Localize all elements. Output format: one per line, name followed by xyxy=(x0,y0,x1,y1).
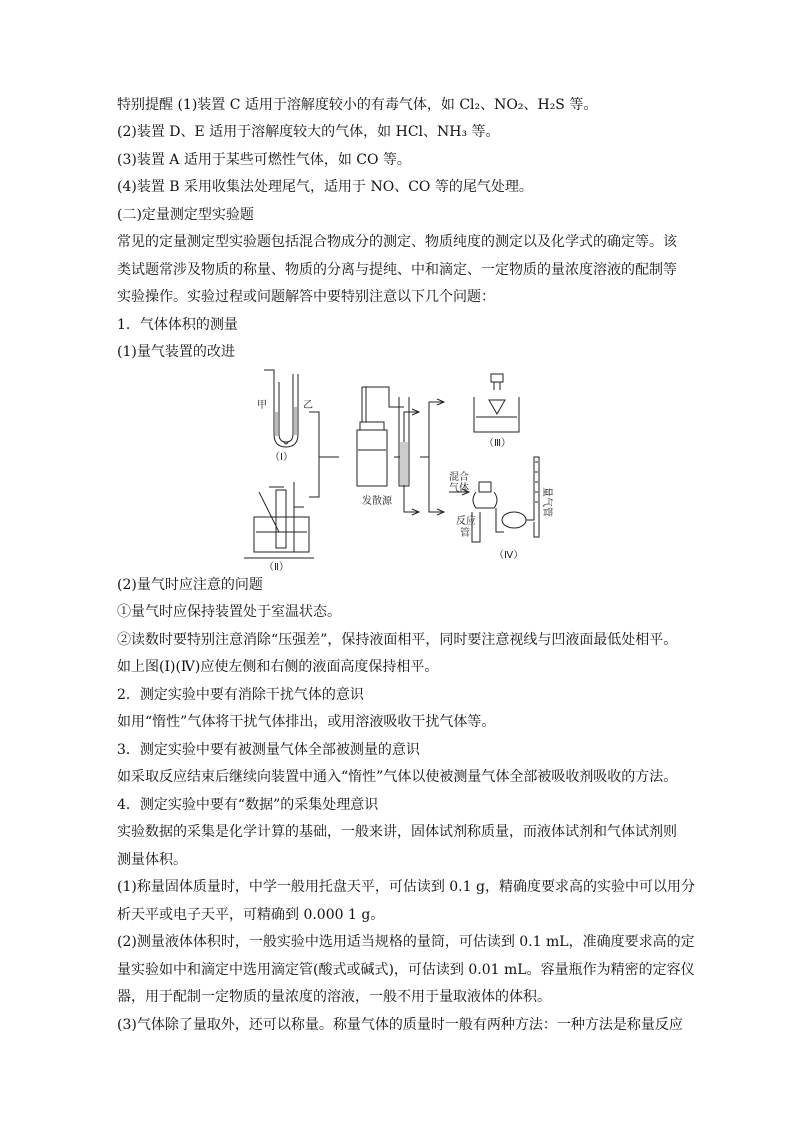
paragraph-line: 析天平或电子天平，可精确到 0.000 1 g。 xyxy=(117,907,385,923)
subsection-heading: (2)量气时应注意的问题 xyxy=(117,577,263,593)
paragraph-line: (3)气体除了量取外，还可以称量。称量气体的质量时一般有两种方法：一种方法是称量反应 xyxy=(117,1017,683,1033)
label-gas: 气体 xyxy=(449,483,469,494)
label-reaction: 反应 xyxy=(456,516,476,527)
apparatus-diagram xyxy=(244,362,684,572)
label-II: （Ⅱ） xyxy=(264,562,289,572)
label-gas-tube: 量气管 xyxy=(541,487,552,517)
paragraph-line: 测量体积。 xyxy=(117,852,187,868)
paragraph-line: 实验数据的采集是化学计算的基础，一般来讲，固体试剂称质量，而液体试剂和气体试剂则 xyxy=(117,824,677,840)
paragraph-line: (3)装置 A 适用于某些可燃性气体，如 CO 等。 xyxy=(117,152,411,168)
u-tube-apparatus-I xyxy=(264,370,298,447)
label-mixed: 混合 xyxy=(449,472,469,483)
burette-stand-apparatus-II xyxy=(244,482,314,558)
paragraph-line: (1)量气装置的改进 xyxy=(117,344,235,360)
gas-measurement-apparatus-figure xyxy=(244,362,684,572)
paragraph-line: 器，用于配制一定物质的量浓度的溶液，一般不用于量取液体的体积。 xyxy=(117,989,551,1005)
section-heading: 2．测定实验中要有消除干扰气体的意识 xyxy=(117,687,364,703)
label-yi: 乙 xyxy=(303,400,313,411)
paragraph-line: (1)称量固体质量时，中学一般用托盘天平，可估读到 0.1 g，精确度要求高的实验中可以用分 xyxy=(117,879,695,895)
label-jia: 甲 xyxy=(257,400,267,411)
label-source: 发散源 xyxy=(362,496,392,507)
paragraph-line: 如采取反应结束后继续向装置中通入“惰性”气体以使被测量气体全部被吸收剂吸收的方法。 xyxy=(117,769,678,785)
label-IV: （Ⅳ） xyxy=(494,550,524,561)
paragraph-line: 量实验如中和滴定中选用滴定管(酸式或碱式)，可估读到 0.01 mL。容量瓶作为精密的定容仪 xyxy=(117,962,695,978)
paragraph-line: 类试题常涉及物质的称量、物质的分离与提纯、中和滴定、一定物质的量浓度溶液的配制等 xyxy=(117,262,677,278)
beaker-apparatus-III xyxy=(474,374,519,432)
paragraph-line: ①量气时应保持装置处于室温状态。 xyxy=(117,604,341,620)
paragraph-line: ②读数时要特别注意消除“压强差”，保持液面相平，同时要注意视线与凹液面最低处相平。 xyxy=(117,632,678,648)
section-heading: (二)定量测定型实验题 xyxy=(117,207,254,223)
paragraph-line: 常见的定量测定型实验题包括混合物成分的测定、物质纯度的测定以及化学式的确定等。该 xyxy=(117,234,677,250)
paragraph-line: (4)装置 B 采用收集法处理尾气，适用于 NO、CO 等的尾气处理。 xyxy=(117,179,533,195)
label-III: （Ⅲ） xyxy=(484,438,511,449)
section-heading: 4．测定实验中要有“数据”的采集处理意识 xyxy=(117,797,379,813)
paragraph-line: 特别提醒 (1)装置 C 适用于溶解度较小的有毒气体，如 Cl₂、NO₂、H₂S 等。 xyxy=(117,97,598,113)
section-heading: 3．测定实验中要有被测量气体全部被测量的意识 xyxy=(117,742,420,758)
label-I: （Ⅰ） xyxy=(270,452,293,463)
paragraph-line: 实验操作。实验过程或问题解答中要特别注意以下几个问题： xyxy=(117,289,495,305)
paragraph-line: 如用“惰性”气体将干扰气体排出，或用溶液吸收干扰气体等。 xyxy=(117,714,496,730)
paragraph-line: (2)测量液体体积时，一般实验中选用适当规格的量筒，可估读到 0.1 mL，准确度要求高的定 xyxy=(117,934,695,950)
gas-source-bottle xyxy=(357,387,409,486)
label-reaction-tube: 管 xyxy=(460,528,470,539)
paragraph-line: (2)装置 D、E 适用于溶解度较大的气体，如 HCl、NH₃ 等。 xyxy=(117,124,500,140)
subsection-heading: 1．气体体积的测量 xyxy=(117,317,238,333)
paragraph-line: 如上图(Ⅰ)(Ⅳ)应使左侧和右侧的液面高度保持相平。 xyxy=(117,659,439,675)
